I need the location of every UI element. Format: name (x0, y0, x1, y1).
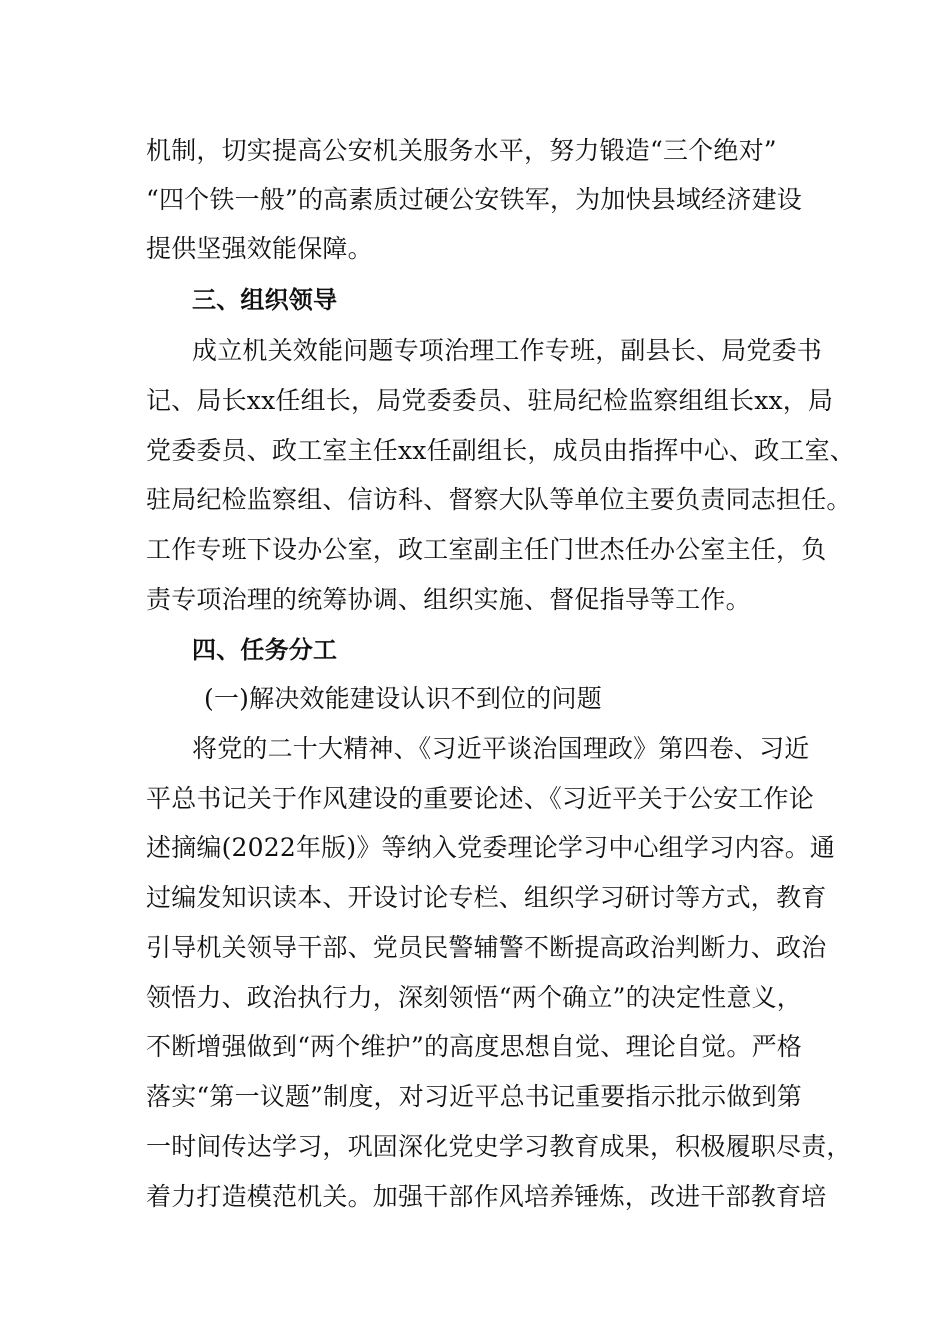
subsection-heading: (一)解决效能建设认识不到位的问题 (204, 684, 602, 713)
body-text-line: 党委委员、政工室主任xx任副组长，成员由指挥中心、政工室、 (146, 436, 856, 465)
body-text-line: 提供坚强效能保障。 (146, 234, 373, 263)
body-text-line: 机制，切实提高公安机关服务水平，努力锻造“三个绝对” (146, 136, 777, 165)
body-text-line: 着力打造模范机关。加强干部作风培养锤炼，改进干部教育培 (146, 1182, 827, 1211)
body-text-line: 平总书记关于作风建设的重要论述、《习近平关于公安工作论 (146, 784, 814, 813)
body-text-line: 引导机关领导干部、党员民警辅警不断提高政治判断力、政治 (146, 933, 827, 962)
body-text-line: 责专项治理的统筹协调、组织实施、督促指导等工作。 (146, 585, 751, 614)
body-text-line: 将党的二十大精神、《习近平谈治国理政》第四卷、习近 (192, 734, 810, 763)
body-text-line: 一时间传达学习，巩固深化党史学习教育成果，积极履职尽责， (146, 1132, 852, 1161)
body-text-line: 记、局长xx任组长，局党委委员、驻局纪检监察组组长xx，局 (146, 386, 834, 415)
body-text-line: 不断增强做到“两个维护”的高度思想自觉、理论自觉。严格 (146, 1032, 802, 1061)
body-text-line: “四个铁一般”的高素质过硬公安铁军，为加快县域经济建设 (146, 185, 802, 214)
section-heading: 三、组织领导 (192, 286, 338, 314)
body-text-line: 述摘编(2022年版)》等纳入党委理论学习中心组学习内容。通 (146, 833, 836, 862)
body-text-line: 成立机关效能问题专项治理工作专班，副县长、局党委书 (192, 336, 823, 365)
body-text-line: 落实“第一议题”制度，对习近平总书记重要指示批示做到第 (146, 1082, 802, 1111)
body-text-line: 领悟力、政治执行力，深刻领悟“两个确立”的决定性意义， (146, 983, 802, 1012)
body-text-line: 工作专班下设办公室，政工室副主任门世杰任办公室主任，负 (146, 535, 827, 564)
body-text-line: 过编发知识读本、开设讨论专栏、组织学习研讨等方式，教育 (146, 883, 827, 912)
section-heading: 四、任务分工 (192, 636, 338, 664)
body-text-line: 驻局纪检监察组、信访科、督察大队等单位主要负责同志担任。 (146, 485, 852, 514)
